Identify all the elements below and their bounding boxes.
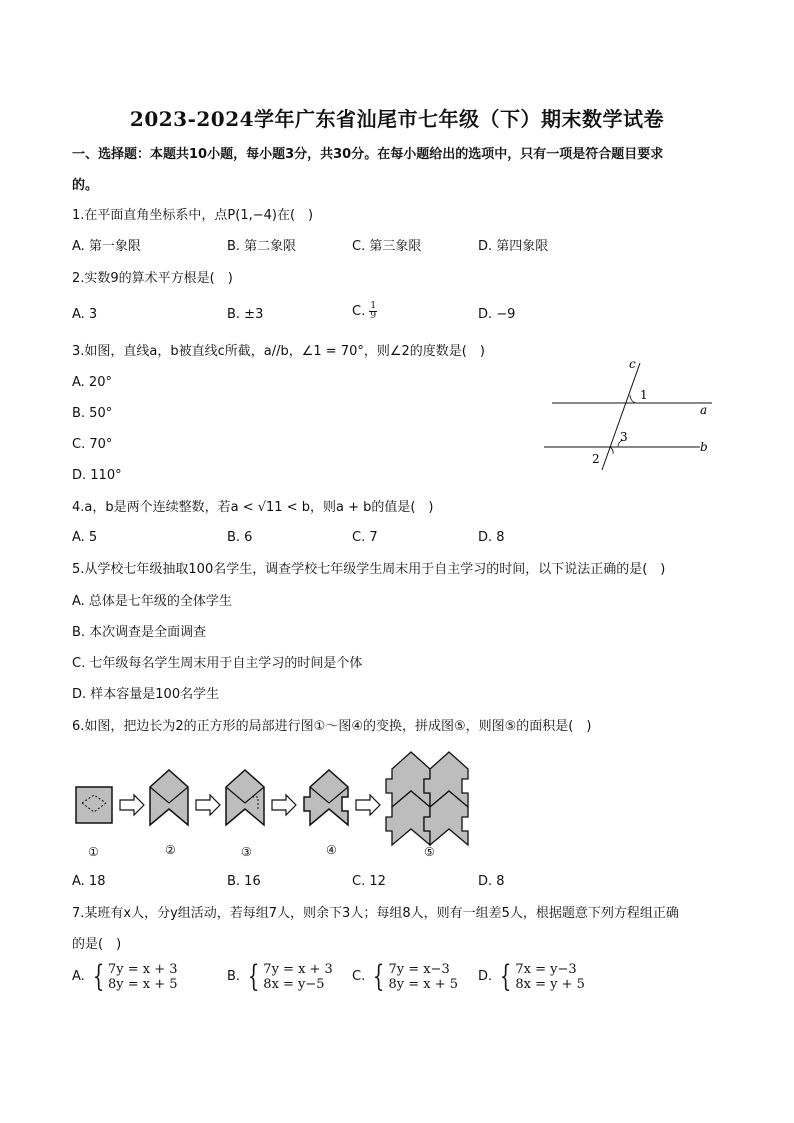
figure-3 — [226, 770, 264, 825]
angle-1-arc — [630, 395, 636, 403]
label-b: b — [700, 440, 708, 454]
q7-option-a-letter: A. — [72, 969, 85, 984]
question-2-stem: 2.实数9的算术平方根是( ) — [72, 271, 233, 286]
system-c-eq2: 8y = x + 5 — [388, 977, 458, 992]
fraction-denominator: 9 — [370, 311, 377, 321]
q7-option-c — [352, 959, 458, 994]
figure-4 — [304, 770, 348, 825]
q2-option-b: B. ±3 — [227, 307, 264, 322]
page-title: 2023-2024学年广东省汕尾市七年级（下）期末数学试卷 — [129, 107, 665, 131]
q3-option-b: B. 50° — [72, 406, 113, 421]
section-heading-line1: 一、选择题：本题共10小题，每小题3分，共30分。在每小题给出的选项中，只有一项是符合题目要求 — [72, 147, 664, 162]
angle-2-arc — [610, 447, 613, 454]
arrow-3-icon — [272, 795, 296, 815]
q7-option-d-letter: D. — [478, 969, 493, 984]
figure-4-label: ④ — [326, 843, 337, 857]
figure-2 — [150, 770, 188, 825]
question-4-stem: 4.a，b是两个连续整数，若a < √11 < b，则a + b的值是( ) — [72, 500, 434, 515]
q2-option-d: D. −9 — [478, 307, 516, 322]
q5-option-a: A. 总体是七年级的全体学生 — [72, 594, 232, 609]
question-3-stem: 3.如图，直线a，b被直线c所截，a//b，∠1 = 70°，则∠2的度数是( ) — [72, 344, 485, 359]
figure-3-label: ③ — [241, 845, 252, 859]
equation-system-c: { 7y = x−3 8y = x + 5 — [373, 959, 458, 994]
equation-system-b: { 7y = x + 3 8x = y−5 — [248, 959, 333, 994]
q5-option-c: C. 七年级每名学生周末用于自主学习的时间是个体 — [72, 656, 363, 671]
q5-option-b: B. 本次调查是全面调查 — [72, 625, 207, 640]
q2-option-a: A. 3 — [72, 307, 98, 322]
figure-1-label: ① — [88, 845, 99, 859]
equation-system-a: { 7y = x + 3 8y = x + 5 — [92, 959, 178, 994]
system-a-eq1: 7y = x + 3 — [108, 962, 178, 977]
fraction-one-ninth — [369, 302, 377, 321]
q3-option-c: C. 70° — [72, 437, 113, 452]
q6-option-c: C. 12 — [352, 874, 386, 889]
equation-system-d: { 7x = y−3 8x = y + 5 — [500, 959, 585, 994]
parallel-lines-figure — [540, 355, 720, 475]
figure-1 — [76, 787, 112, 823]
system-b-eq1: 7y = x + 3 — [263, 962, 333, 977]
q1-option-d: D. 第四象限 — [478, 239, 549, 254]
system-d-eq2: 8x = y + 5 — [515, 977, 585, 992]
label-angle-3: 3 — [620, 430, 628, 444]
section-heading-line2: 的。 — [72, 178, 99, 193]
line-c — [602, 363, 640, 470]
fraction-numerator: 1 — [370, 301, 377, 311]
q3-option-d: D. 110° — [72, 468, 122, 483]
q1-option-a: A. 第一象限 — [72, 239, 141, 254]
q2-option-c — [352, 302, 377, 321]
figure-5-label: ⑤ — [424, 845, 435, 859]
arrow-2-icon — [196, 795, 220, 815]
q7-option-d — [478, 959, 585, 994]
figure-5 — [386, 752, 468, 845]
q3-option-a: A. 20° — [72, 375, 112, 390]
square-transformation-figure — [70, 745, 480, 850]
system-b-eq2: 8x = y−5 — [263, 977, 325, 992]
q1-option-c: C. 第三象限 — [352, 239, 422, 254]
q6-option-b: B. 16 — [227, 874, 261, 889]
q7-option-a — [72, 959, 178, 994]
arrow-1-icon — [120, 795, 144, 815]
system-d-eq1: 7x = y−3 — [515, 962, 577, 977]
system-a-eq2: 8y = x + 5 — [108, 977, 178, 992]
q6-option-a: A. 18 — [72, 874, 106, 889]
q5-option-d: D. 样本容量是100名学生 — [72, 687, 220, 702]
q1-option-b: B. 第二象限 — [227, 239, 297, 254]
question-6-stem: 6.如图，把边长为2的正方形的局部进行图①～图④的变换，拼成图⑤，则图⑤的面积是( ) — [72, 719, 592, 734]
q7-option-c-letter: C. — [352, 969, 366, 984]
question-1-stem: 1.在平面直角坐标系中，点P(1,−4)在( ) — [72, 208, 314, 223]
q4-option-d: D. 8 — [478, 530, 505, 545]
question-7-stem-line2: 的是( ) — [72, 937, 122, 952]
figure-2-label: ② — [165, 843, 176, 857]
label-angle-1: 1 — [640, 388, 648, 402]
label-a: a — [700, 403, 708, 417]
q2-option-c-letter: C. — [352, 304, 370, 319]
q7-option-b — [227, 959, 333, 994]
question-5-stem: 5.从学校七年级抽取100名学生，调查学校七年级学生周末用于自主学习的时间，以下说法正确的是( ) — [72, 562, 666, 577]
question-7-stem-line1: 7.某班有x人，分y组活动，若每组7人，则余下3人；每组8人，则有一组差5人，根据题意下列方程组正确 — [72, 906, 679, 921]
label-c: c — [629, 357, 636, 371]
system-c-eq1: 7y = x−3 — [388, 962, 450, 977]
q4-option-a: A. 5 — [72, 530, 98, 545]
q4-option-b: B. 6 — [227, 530, 253, 545]
label-angle-2: 2 — [592, 452, 600, 466]
q6-option-d: D. 8 — [478, 874, 505, 889]
q7-option-b-letter: B. — [227, 969, 241, 984]
q4-option-c: C. 7 — [352, 530, 378, 545]
arrow-4-icon — [356, 795, 380, 815]
